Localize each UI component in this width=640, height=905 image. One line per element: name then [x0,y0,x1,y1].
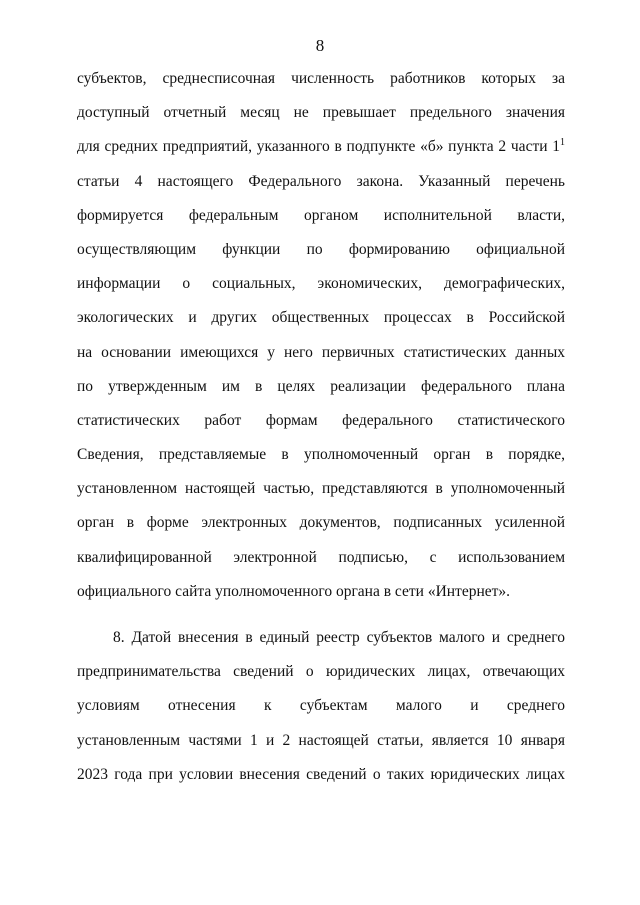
line-text: квалифицированной электронной подписью, с использованием [77,548,565,566]
text-line [77,621,565,655]
line-text: установленным частями 1 и 2 настоящей статьи, является 10 января [77,731,565,749]
text-line [77,758,565,792]
line-text: условиям отнесения к субъектам малого и среднего [77,697,565,715]
line-text: 2023 года при условии внесения сведений о таких юридических лицах [77,765,565,783]
line-text: информации о социальных, экономических, демографических, [77,275,565,293]
text-line [77,655,565,689]
line-text: 8. Датой внесения в единый реестр субъектов малого и среднего [113,629,565,646]
line-text: статистических работ формам федерального статистического [77,411,565,429]
superscript: 1 [560,137,565,149]
text-line [77,267,565,301]
text-line [77,301,565,335]
text-line [77,130,565,164]
text-line [77,472,565,506]
text-line [77,724,565,758]
line-text: для средних предприятий, указанного в подпункте «б» пункта 2 части 1 [77,138,560,156]
line-text: статьи 4 настоящего Федерального закона. Указанный перечень [77,172,565,190]
text-line [77,438,565,472]
text-line [77,62,565,96]
line-text: доступный отчетный месяц не превышает предельного значения [77,104,565,122]
paragraph-continuation [77,62,565,609]
text-line [77,165,565,199]
text-line [77,370,565,404]
text-line [77,233,565,267]
page-number: 8 [315,36,325,55]
text-line [77,689,565,723]
line-text: предпринимательства сведений о юридических лицах, отвечающих [77,663,565,681]
line-text: Сведения, представляемые в уполномоченный орган в порядке, [77,446,565,464]
line-text: официального сайта уполномоченного органа в сети «Интернет». [77,582,511,600]
line-text: субъектов, среднесписочная численность работников которых за [77,70,565,87]
line-text: установленном настоящей частью, представляются в уполномоченный [77,480,565,498]
line-text: экологических и других общественных процессах в Российской [77,309,565,327]
text-line [77,541,565,575]
line-text: осуществляющим функции по формированию официальной [77,240,565,258]
text-line [77,336,565,370]
line-text: орган в форме электронных документов, подписанных усиленной [77,514,565,532]
text-line [77,575,565,609]
paragraph-8 [77,621,565,792]
line-text: формируется федеральным органом исполнительной власти, [77,206,565,224]
text-line [77,506,565,540]
text-line [77,404,565,438]
line-text: по утвержденным им в целях реализации федерального плана [77,377,565,395]
text-line [77,96,565,130]
line-text: на основании имеющихся у него первичных статистических данных [77,343,565,361]
text-line [77,199,565,233]
